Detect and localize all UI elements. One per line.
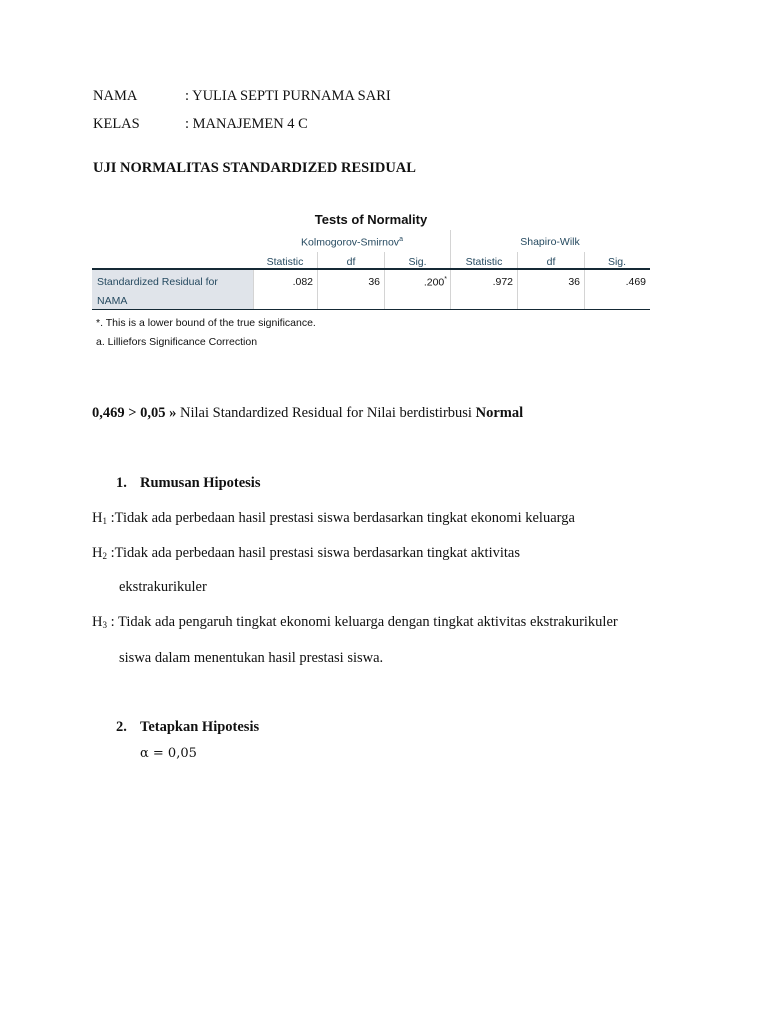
hypothesis-h3-continued: siswa dalam menentukan hasil prestasi siswa.: [119, 650, 384, 666]
alpha-value: α = 0,05: [140, 746, 197, 761]
table-title: Tests of Normality: [314, 212, 428, 227]
kelas-label: KELAS: [93, 116, 140, 132]
section-title: UJI NORMALITAS STANDARDIZED RESIDUAL: [93, 160, 416, 176]
hypothesis-h1: $H_1$ :Tidak ada perbedaan hasil prestasi siswa berdasarkan tingkat ekonomi keluarga: [92, 510, 575, 526]
hypothesis-h2-continued: ekstrakurikuler: [119, 579, 207, 595]
section-heading: Tetapkan Hipotesis: [140, 719, 260, 735]
header-statistic: Statistic: [266, 256, 304, 268]
header-df: df: [546, 256, 556, 268]
group-kolmogorov: Kolmogorov-Smirnov$^a$: [301, 236, 403, 249]
table-cell: .972: [492, 276, 513, 288]
table-cell: 36: [568, 276, 580, 288]
header-sig: Sig.: [408, 256, 427, 268]
conclusion: 0,469 > 0,05 » Nilai Standardized Residual for Nilai berdistirbusi Normal: [92, 405, 524, 421]
header-df: df: [346, 256, 356, 268]
kelas-value: : MANAJEMEN 4 C: [185, 116, 308, 132]
nama-label: NAMA: [93, 88, 138, 104]
nama-value: : YULIA SEPTI PURNAMA SARI: [185, 88, 391, 104]
table-cell: .200*: [423, 276, 447, 289]
footnote: *. This is a lower bound of the true significance.: [96, 317, 316, 329]
header-statistic: Statistic: [465, 256, 503, 268]
table-cell: .082: [292, 276, 313, 288]
section-heading: Rumusan Hipotesis: [140, 475, 261, 491]
hypothesis-h3: $H_3$ : Tidak ada pengaruh tingkat ekonomi keluarga dengan tingkat aktivitas ekstrakurikuler: [92, 614, 618, 630]
group-shapiro: Shapiro-Wilk: [520, 236, 580, 248]
row-label: Standardized Residual for: [97, 276, 218, 288]
table-cell: .469: [625, 276, 646, 288]
column-divider: [450, 230, 451, 310]
result: Normal: [475, 405, 524, 421]
table-bottom-rule: [92, 309, 650, 310]
hypothesis-h2: $H_2$ :Tidak ada perbedaan hasil prestasi siswa berdasarkan tingkat aktivitas: [92, 545, 520, 561]
row-label: NAMA: [97, 295, 128, 307]
section-number: 2.: [116, 719, 127, 735]
header-sig: Sig.: [607, 256, 627, 268]
footnote: a. Lilliefors Significance Correction: [96, 336, 258, 348]
comparison: 0,469 > 0,05 »: [92, 405, 177, 421]
section-number: 1.: [116, 475, 127, 491]
table-cell: 36: [368, 276, 380, 288]
